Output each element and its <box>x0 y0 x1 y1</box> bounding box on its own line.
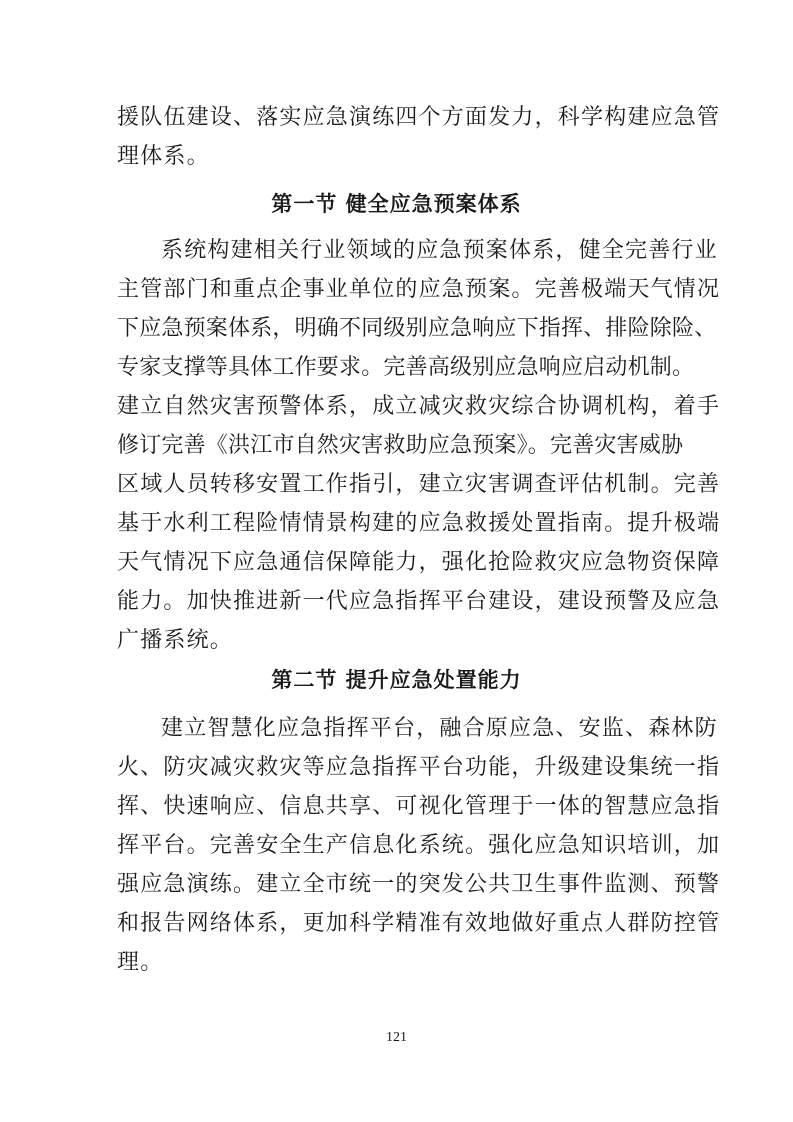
section-2-title: 第二节 提升应急处置能力 <box>271 668 522 692</box>
section-1-title: 第一节 健全应急预案体系 <box>271 192 522 216</box>
section-1-line-5: 建立自然灾害预警体系，成立减灾救灾综合协调机构，着手 <box>117 394 721 419</box>
section-1-line-10: 能力。加快推进新一代应急指挥平台建设，建设预警及应急 <box>117 589 721 614</box>
section-2-line-5: 强应急演练。建立全市统一的突发公共卫生事件监测、预警 <box>117 872 721 897</box>
page-number: 121 <box>386 1030 407 1045</box>
section-1-line-11: 广播系统。 <box>117 628 234 653</box>
section-2-line-1: 建立智慧化应急指挥平台，融合原应急、安监、森林防 <box>161 716 718 741</box>
section-1-line-9: 天气情况下应急通信保障能力，强化抢险救灾应急物资保障 <box>117 550 721 575</box>
paragraph-intro-line-2: 理体系。 <box>117 144 210 169</box>
section-1-line-7: 区域人员转移安置工作指引，建立灾害调查评估机制。完善 <box>117 472 721 497</box>
section-2-line-4: 挥平台。完善安全生产信息化系统。强化应急知识培训，加 <box>117 833 721 858</box>
section-1-line-6: 修订完善《洪江市自然灾害救助应急预案》。完善灾害威胁 <box>117 433 684 458</box>
section-1-line-2: 主管部门和重点企事业单位的应急预案。完善极端天气情况 <box>117 277 721 302</box>
section-2-line-3: 挥、快速响应、信息共享、可视化管理于一体的智慧应急指 <box>117 794 721 819</box>
paragraph-intro-line-1: 援队伍建设、落实应急演练四个方面发力，科学构建应急管 <box>117 105 721 130</box>
section-2-line-6: 和报告网络体系，更加科学精准有效地做好重点人群防控管 <box>117 911 721 936</box>
section-1-line-3: 下应急预案体系，明确不同级别应急响应下指挥、排险除险、 <box>117 316 717 341</box>
section-2-line-2: 火、防灾减灾救灾等应急指挥平台功能，升级建设集统一指 <box>117 755 721 780</box>
section-1-line-8: 基于水利工程险情情景构建的应急救援处置指南。提升极端 <box>117 511 721 536</box>
section-1-line-4: 专家支撑等具体工作要求。完善高级别应急响应启动机制。 <box>117 355 695 380</box>
section-1-line-1: 系统构建相关行业领域的应急预案体系，健全完善行业 <box>161 238 718 263</box>
section-2-line-7: 理。 <box>117 950 164 975</box>
